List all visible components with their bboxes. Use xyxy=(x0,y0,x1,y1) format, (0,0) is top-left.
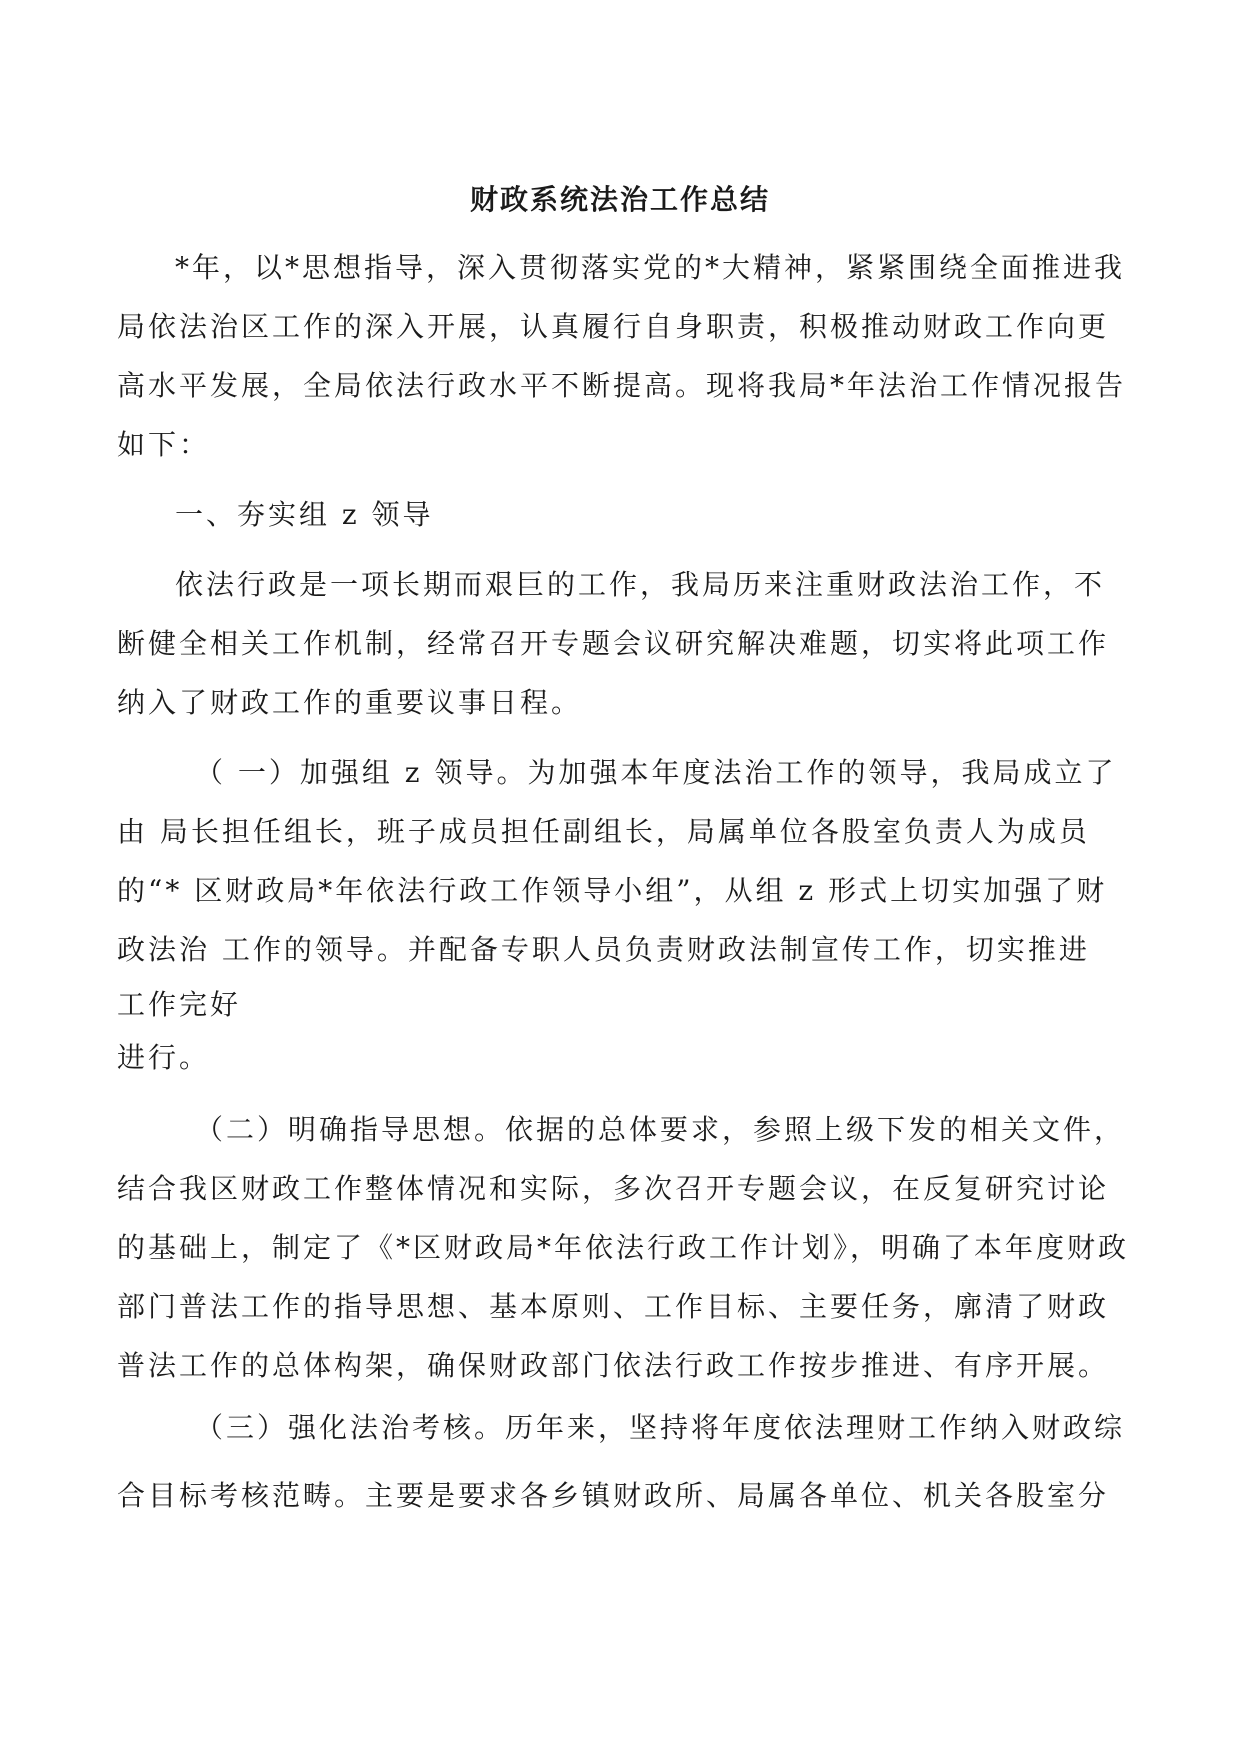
paragraph-line: 工作完好 xyxy=(117,988,242,1021)
paragraph-line: 部门普法工作的指导思想、基本原则、工作目标、主要任务，廓清了财政 xyxy=(117,1290,1110,1323)
paragraph-line: 如下： xyxy=(117,428,211,461)
paragraph-line: 依法行政是一项长期而艰巨的工作，我局历来注重财政法治工作，不 xyxy=(175,568,1106,601)
paragraph-line: 政法治 工作的领导。并配备专职人员负责财政法制宣传工作，切实推进 xyxy=(117,933,1090,966)
paragraph-line: 高水平发展，全局依法行政水平不断提高。现将我局*年法治工作情况报告 xyxy=(117,369,1127,402)
paragraph-line: 进行。 xyxy=(117,1041,211,1074)
paragraph-line: （二）明确指导思想。依据的总体要求，参照上级下发的相关文件， xyxy=(195,1113,1126,1146)
paragraph-line: （三）强化法治考核。历年来，坚持将年度依法理财工作纳入财政综 xyxy=(195,1411,1126,1444)
paragraph-line: 纳入了财政工作的重要议事日程。 xyxy=(117,686,583,719)
paragraph-line: 合目标考核范畴。主要是要求各乡镇财政所、局属各单位、机关各股室分 xyxy=(117,1479,1110,1512)
paragraph-line: 的基础上，制定了《*区财政局*年依法行政工作计划》，明确了本年度财政 xyxy=(117,1231,1130,1264)
paragraph-line: （ 一）加强组 z 领导。为加强本年度法治工作的领导，我局成立了 xyxy=(195,756,1117,789)
paragraph-line: 由 局长担任组长，班子成员担任副组长，局属单位各股室负责人为成员 xyxy=(117,815,1090,848)
document-title: 财政系统法治工作总结 xyxy=(469,183,770,216)
paragraph-line: *年，以*思想指导，深入贯彻落实党的*大精神，紧紧围绕全面推进我 xyxy=(175,251,1126,284)
paragraph-line: 的“* 区财政局*年依法行政工作领导小组”，从组 z 形式上切实加强了财 xyxy=(117,874,1108,907)
paragraph-line: 普法工作的总体构架，确保财政部门依法行政工作按步推进、有序开展。 xyxy=(117,1349,1110,1382)
section-heading: 一、夯实组 z 领导 xyxy=(175,498,434,531)
paragraph-line: 结合我区财政工作整体情况和实际，多次召开专题会议，在反复研究讨论 xyxy=(117,1172,1110,1205)
paragraph-line: 断健全相关工作机制，经常召开专题会议研究解决难题，切实将此项工作 xyxy=(117,627,1110,660)
paragraph-line: 局依法治区工作的深入开展，认真履行自身职责，积极推动财政工作向更 xyxy=(117,310,1110,343)
